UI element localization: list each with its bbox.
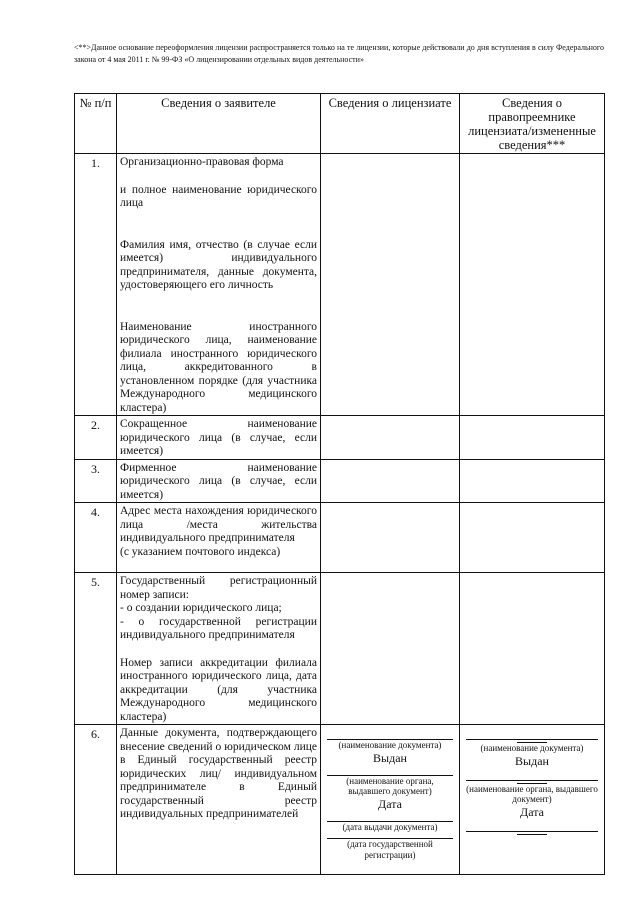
row-description <box>117 154 321 416</box>
row-paragraph: и полное наименование юридического лица <box>120 183 317 209</box>
header-licensee: Сведения о лицензиате <box>321 94 460 154</box>
licensee-cell[interactable] <box>321 416 460 460</box>
licensee-cell[interactable] <box>321 573 460 725</box>
row-paragraph: Данные документа, подтверждающего внесение сведений о юридическом лице в Единый государственный реестр юридических лиц/ индивидуальном предпринимателе в Единый государственный реестр индивидуальных предпринимателей <box>120 727 317 820</box>
row-paragraph: - о государственной регистрации индивидуального предпринимателя <box>120 615 317 641</box>
header-num: № п/п <box>75 94 117 154</box>
row-description <box>117 573 321 725</box>
doc-name-caption: (наименование документа) <box>338 740 442 750</box>
row-number: 3. <box>75 459 117 503</box>
row-paragraph: Государственный регистрационный номер записи: <box>120 575 317 601</box>
license-form-table <box>74 93 605 875</box>
doc-name-caption: (наименование документа) <box>480 743 584 753</box>
table-row <box>75 503 605 573</box>
successor-cell[interactable] <box>460 154 605 416</box>
table-row <box>75 154 605 416</box>
row-paragraph: Фирменное наименование юридического лица (в случае, если имеется) <box>120 461 317 501</box>
table-row <box>75 573 605 725</box>
issued-label: Выдан <box>515 753 549 768</box>
licensee-cell[interactable] <box>321 459 460 503</box>
org-name-caption: (наименование органа, выдавшего документ) <box>346 775 434 796</box>
row-number: 1. <box>75 154 117 416</box>
row-paragraph: Организационно-правовая форма <box>120 156 284 168</box>
date-label: Дата <box>520 804 544 819</box>
issued-label: Выдан <box>373 750 407 765</box>
licensee-cell[interactable] <box>321 154 460 416</box>
table-row <box>75 416 605 460</box>
row-number: 5. <box>75 573 117 725</box>
row-paragraph: (с указанием почтового индекса) <box>120 545 281 558</box>
row-paragraph: Сокращенное наименование юридического лица (в случае, если имеется) <box>120 418 317 457</box>
header-applicant: Сведения о заявителе <box>117 94 321 154</box>
org-name-caption: (наименование органа, выдавшего документ) <box>466 783 598 804</box>
date-line-extra[interactable] <box>517 832 547 835</box>
table-header-row <box>75 94 605 154</box>
successor-cell[interactable] <box>460 725 605 875</box>
successor-cell[interactable] <box>460 573 605 725</box>
row-description <box>117 416 321 460</box>
row-paragraph: - о создании юридического лица; <box>120 602 282 614</box>
successor-cell[interactable] <box>460 459 605 503</box>
row-description <box>117 503 321 573</box>
row-number: 4. <box>75 503 117 573</box>
row-paragraph: Наименование иностранного юридического лица, наименование филиала иностранного юридического лица, аккредитованного в установленном порядке (для участника Международного медицинского кластера) <box>120 320 317 414</box>
row-paragraph: Адрес места нахождения юридического лица /места жительства индивидуального предпринимателя <box>120 505 317 544</box>
licensee-cell[interactable] <box>321 725 460 875</box>
table-row <box>75 725 605 875</box>
reg-date-caption: (дата государственной регистрации) <box>347 839 433 860</box>
row-paragraph: Номер записи аккредитации филиала иностранного юридического лица, дата аккредитации (для участника Международного медицинского кластера) <box>120 656 317 723</box>
successor-cell[interactable] <box>460 416 605 460</box>
row-description <box>117 725 321 875</box>
table-row <box>75 459 605 503</box>
row-paragraph: Фамилия имя, отчество (в случае если имеется) индивидуального предпринимателя, данные документа, удостоверяющего его личность <box>120 238 317 291</box>
header-successor: Сведения о правопреемнике лицензиата/измененные сведения*** <box>460 94 605 154</box>
licensee-cell[interactable] <box>321 503 460 573</box>
footnote: <**>Данное основание переоформления лицензии распространяется только на те лицензии, которые действовали до дня вступления в силу Федерального закона от 4 мая 2011 г. № 99-ФЗ «О лицензировании отдельных видов деятельности» <box>74 43 604 64</box>
date-label: Дата <box>378 796 402 811</box>
row-number: 2. <box>75 416 117 460</box>
row-number: 6. <box>75 725 117 875</box>
issue-date-caption: (дата выдачи документа) <box>342 821 438 832</box>
row-description <box>117 459 321 503</box>
successor-cell[interactable] <box>460 503 605 573</box>
